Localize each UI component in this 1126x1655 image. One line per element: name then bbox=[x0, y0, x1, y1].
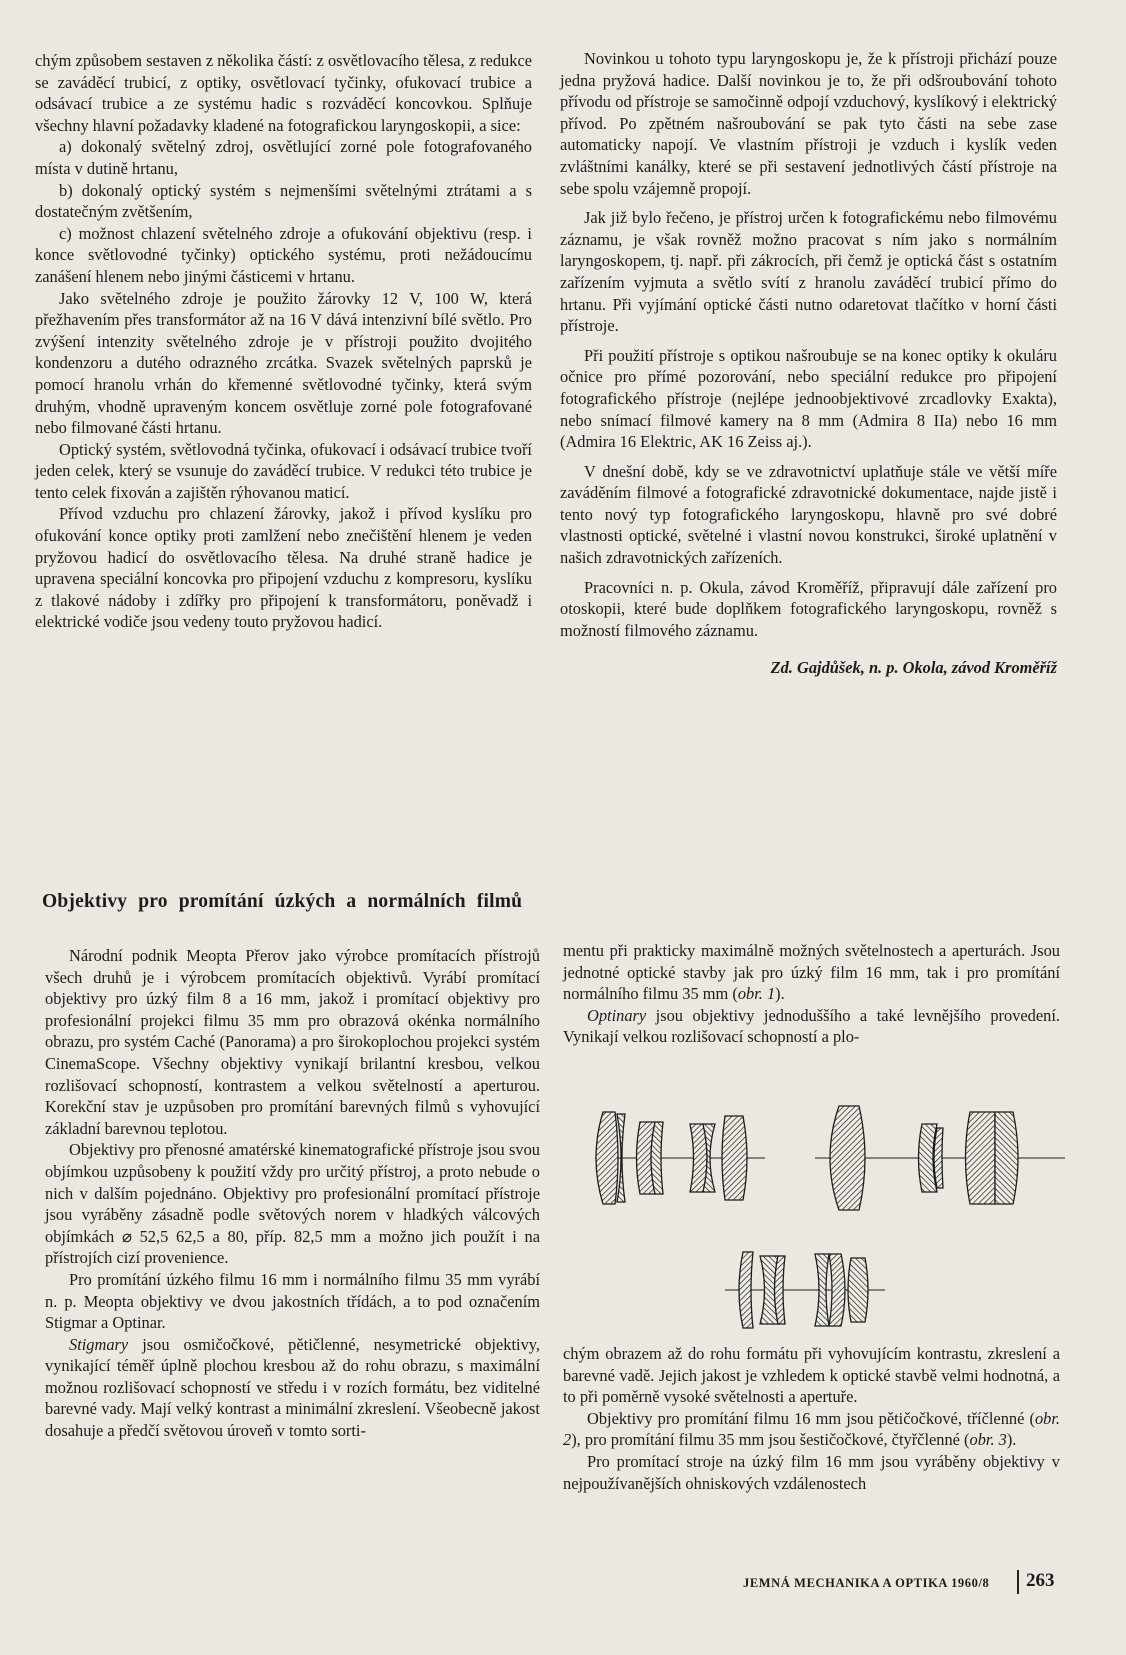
paragraph-text: Objektivy pro promítání filmu 16 mm jsou pětičočkové, tříčlenné ( bbox=[587, 1408, 1035, 1428]
paragraph: Jak již bylo řečeno, je přístroj určen k fotografickému nebo filmovému záznamu, je však rovněž možno pracovat s ním jako s normálním laryngoskopem, tj. např. při zákrocích, při čemž je optická část s ostatním zařízením vyjmuta a světlo svítí z hranolu zaváděcí trubicí přímo do hrtanu. Při vyjímání optické části nutno odaretovat tlačítko v horní části přístroje. bbox=[560, 208, 1057, 336]
article2-left-column bbox=[45, 945, 540, 1442]
list-item: a) dokonalý světelný zdroj, osvětlující zorné pole fotografovaného místa v dutině hrtanu, bbox=[35, 137, 532, 178]
heading-word: normálních bbox=[367, 891, 466, 912]
figure-ref: obr. 3 bbox=[969, 1430, 1007, 1450]
paragraph: Pro promítání úzkého filmu 16 mm i normálního filmu 35 mm vyrábí n. p. Meopta objektivy ve dvou jakostních třídách, a to pod označením Stigmar a Optinar. bbox=[45, 1269, 540, 1333]
paragraph: Novinkou u tohoto typu laryngoskopu je, že k přístroji přichází pouze jedna pryžová hadice. Další novinkou je to, že při odšroubování tohoto přívodu od přístroje se samočinně odpojí vzduchový, kyslíkový i elektrický přívod. Po zpětném našroubování se pak tyto části na sebe zase automaticky napojí. Ve vlastním přístroji je vzduch i kyslík veden zvláštními kanálky, které se při sestavení jednotlivých částí přístroje na sebe spolu vzájemně propojí. bbox=[560, 49, 1057, 198]
footer-divider bbox=[1017, 1570, 1019, 1594]
paragraph-text: ). bbox=[1006, 1430, 1017, 1450]
paragraph-text: ), pro promítání filmu 35 mm jsou šestičočkové, čtyřčlenné ( bbox=[571, 1430, 970, 1450]
paragraph: chým způsobem sestaven z několika částí: z osvětlovacího tělesa, z redukce se zaváděcí trubicí, z optiky, osvětlovací tyčinky, ofukovací trubice a odsávací trubice a ze systému hadic s rozváděcí koncovkou. Splňuje všechny hlavní požadavky kladené na fotografickou laryngoskopii, a sice: bbox=[35, 51, 532, 135]
paragraph: Jako světelného zdroje je použito žárovky 12 V, 100 W, která přežhavením přes transformátor až na 16 V dává intenzivní bílé světlo. Pro zvýšení intenzity světelného zdroje je v přístroji použito dvojitého kondenzoru a dutého odrazného zrcátka. Svazek světelných paprsků je pomocí hranolu vrhán do křemenné světlovodné tyčinky, která svým druhým, vhodně upraveným koncem osvětluje zorné pole fotografované nebo filmované části hrtanu. bbox=[35, 288, 532, 438]
paragraph: Při použití přístroje s optikou našroubuje se na konec optiky k okuláru očnice pro přímé pozorování, nebo speciální redukce pro připojení fotografického přístroje (nejlépe jednoobjektivové zrcadlovky Exakta), nebo snímací filmové kamery na 8 mm (Admira 8 IIa) nebo 16 mm (Admira 16 Elektric, AK 16 Zeiss aj.). bbox=[560, 345, 1057, 452]
paragraph-text: ). bbox=[775, 984, 785, 1004]
paragraph: Národní podnik Meopta Přerov jako výrobce promítacích přístrojů všech druhů je i výrobcem promítacích objektivů. Vyrábí promítací objektivy pro úzký film 8 a 16 mm, jakož i promítací objektivy pro profesionální projekci filmu 35 mm pro obrazová okénka normálního obrazu, pro systém Caché (Panorama) a pro širokoplochou projekci systém CinemaScope. Všechny objektivy vynikají brilantní kresbou, velkou rozlišovací schopností, kontrastem a velkou světelností a aperturou. Korekční stav je uzpůsoben pro promítání barevných filmů s vyhovující základní barevnou teplotou. bbox=[45, 946, 540, 1138]
paragraph: chým obrazem až do rohu formátu při vyhovujícím kontrastu, zkreslení a barevné vadě. Jejich jakost je vzhledem k optické stavbě velmi hodnotná, a to při poměrně vysoké světelnosti a apertuře. bbox=[563, 1344, 1060, 1407]
term-stigmar: Stigmary bbox=[69, 1334, 129, 1354]
lens-diagrams-figure bbox=[595, 1100, 1065, 1330]
paragraph: Pro promítací stroje na úzký film 16 mm jsou vyráběny objektivy v nejpoužívanějších ohniskových vzdálenostech bbox=[563, 1451, 1060, 1493]
page-footer bbox=[743, 1570, 1061, 1596]
paragraph bbox=[45, 1334, 540, 1442]
list-item: c) možnost chlazení světelného zdroje a ofukování objektivu (resp. i konce světlovodné tyčinky) optického systému, proti nežádoucímu zanášení hlenem nebo jinými částicemi v hrtanu. bbox=[35, 223, 532, 286]
article2-heading bbox=[42, 891, 533, 913]
article1-left-column bbox=[35, 50, 532, 633]
page-number: 263 bbox=[1026, 1570, 1055, 1591]
paragraph-text: jsou osmičočkové, pětičlenné, nesymetrické objektivy, vynikající téměř úplně plochou kresbou až do rohu obrazu, s maximální možnou rozlišovací schopností ve středu i v rozích formátu, bez viditelné barevné vady. Mají velký kontrast a minimální zkreslení. Všeobecně jakost dosahuje a předčí světovou úroveň v tomto sorti- bbox=[45, 1334, 540, 1441]
figure-ref: obr. 2 bbox=[563, 1408, 1060, 1450]
paragraph: Přívod vzduchu pro chlazení žárovky, jakož i přívod kyslíku pro ofukování konce optiky proti zamlžení nebo znečištění hlenem je veden pryžovou hadicí do osvětlovacího tělesa. Na druhé straně hadice je upravena speciální koncovka pro připojení vzduchu z kompresoru, kyslíku z tlakové nádoby i zdířky pro připojení k transformátoru, poněvadž i elektrické vodiče jsou vedeny touto pryžovou hadicí. bbox=[35, 504, 532, 632]
journal-title: JEMNÁ MECHANIKA A OPTIKA 1960/8 bbox=[743, 1576, 990, 1590]
heading-word: a bbox=[346, 891, 357, 912]
lens-diagram-obr1 bbox=[595, 1112, 765, 1204]
paragraph: Pracovníci n. p. Okula, závod Kroměříž, připravují dále zařízení pro otoskopii, které bude doplňkem fotografického laryngoskopu, rovněž s možností filmového záznamu. bbox=[560, 577, 1057, 640]
term-optinar: Optinary bbox=[587, 1005, 647, 1025]
heading-word: úzkých bbox=[274, 891, 336, 912]
lens-diagram-obr3 bbox=[725, 1252, 885, 1328]
lens-diagram-obr2 bbox=[815, 1106, 1065, 1210]
paragraph-text: jsou objektivy jednoduššího a také levnějšího provedení. Vynikají velkou rozlišovací schopností a plo- bbox=[563, 1005, 1060, 1047]
article2-right-column-lower bbox=[563, 1343, 1060, 1494]
paragraph bbox=[563, 1408, 1060, 1451]
paragraph: V dnešní době, kdy se ve zdravotnictví uplatňuje stále ve větší míře zaváděním filmové a fotografické zdravotnické dokumentace, najde jistě i tento nový typ fotografického laryngoskopu, hlavně pro své dobré vlastnosti optické, světelné i vlastní novou konstrukci, široké uplatnění v našich zdravotnických zařízeních. bbox=[560, 461, 1057, 568]
figure-ref: obr. 1 bbox=[737, 984, 776, 1004]
paragraph bbox=[563, 1005, 1060, 1048]
heading-word: pro bbox=[138, 891, 168, 912]
paragraph: Objektivy pro přenosné amatérské kinematografické přístroje jsou svou objímkou uzpůsobeny k použití vždy pro určitý přístroj, a proto nebude o nich v dalším pojednáno. Objektivy pro profesionální promítací přístroje jsou vyráběny zásadně podle světových norem v hladkých válcových objímkách ⌀ 52,5 62,5 a 80, příp. 82,5 mm a možno jich použít i na přístrojích cizí provenience. bbox=[45, 1140, 540, 1268]
list-item: b) dokonalý optický systém s nejmenšími světelnými ztrátami a s dostatečným zvětšením, bbox=[35, 180, 532, 222]
paragraph: Optický systém, světlovodná tyčinka, ofukovací i odsávací trubice tvoří jeden celek, který se vsunuje do zaváděcí trubice. V redukci této trubice je tento celek fixován a zajištěn rýhovanou maticí. bbox=[35, 439, 532, 502]
heading-word: filmů bbox=[476, 891, 523, 912]
author-signature: Zd. Gajdůšek, n. p. Okola, závod Kroměříž bbox=[770, 658, 1057, 678]
article2-right-column-upper bbox=[563, 940, 1060, 1048]
paragraph-text: mentu při prakticky maximálně možných světelnostech a aperturách. Jsou jednotné optické stavby jak pro úzký film 16 mm, tak i pro promítání normálního filmu 35 mm ( bbox=[563, 941, 1060, 1004]
article1-right-column bbox=[560, 48, 1057, 679]
heading-word: promítání bbox=[178, 891, 264, 912]
paragraph bbox=[563, 940, 1060, 1005]
heading-word: Objektivy bbox=[42, 891, 128, 912]
